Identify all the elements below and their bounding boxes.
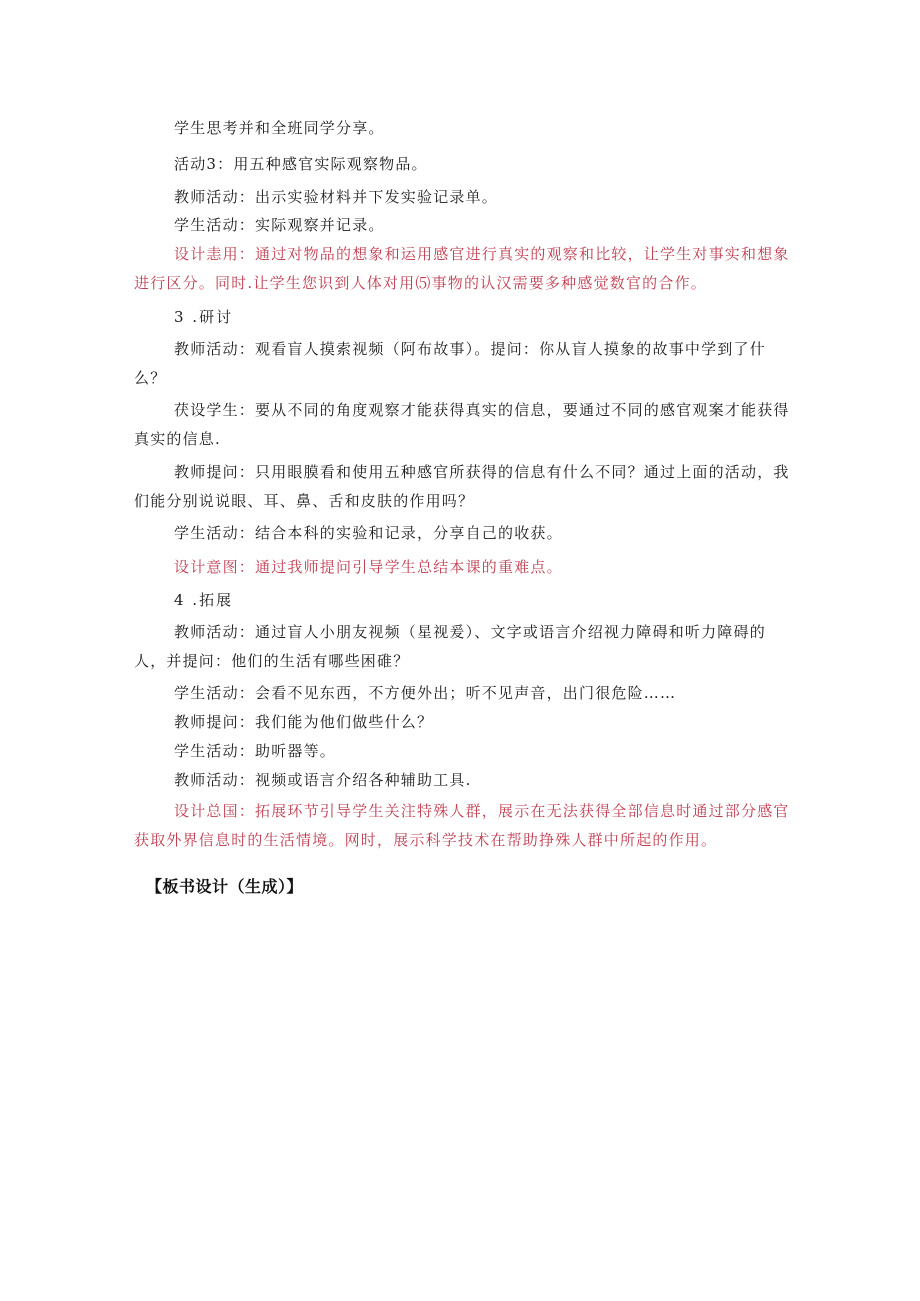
- paragraph-student-share: 学生思考并和全班同学分享。: [174, 119, 385, 137]
- paragraph-teacher-help-question: 教师提问：我们能为他们做些什么？: [174, 713, 434, 731]
- paragraph-teacher-question: 教师提问：只用眼膜看和使用五种感官所获得的信息有什么不同？通过上面的活动，我们能分别说说眼、耳、鼻、舌和皮肤的作用吗？: [134, 463, 790, 510]
- design-note-2: 设计意图：通过我师提问引导学生总结本课的重难点。: [174, 558, 563, 576]
- paragraph-student-summary: 学生活动：结合本科的实验和记录，分享自己的收获。: [174, 524, 563, 542]
- board-design-heading: 【板书设计（生成）】: [146, 877, 304, 896]
- design-note-1: 设计恚用：通过对物品的想象和运用感官进行真实的观察和比较，让学生对事实和想象进行区分。同时.让学生您识到人体对用⑸事物的认汉需要多种感觉数官的合作。: [134, 245, 790, 292]
- paragraph-teacher-tools: 教师活动：视频或语言介绍各种辅助工具.: [174, 771, 472, 789]
- paragraph-activity-3: 活动3：用五种感官实际观察物品。: [174, 155, 428, 173]
- section-heading-discussion: 3 .研讨: [174, 308, 234, 326]
- section-heading-extension: 4 .拓展: [174, 591, 234, 609]
- paragraph-student-difficulties: 学生活动：会看不见东西，不方便外出；听不见声音，出门很危险……: [174, 684, 677, 702]
- paragraph-teacher-activity: 教师活动：出示实验材料并下发实验记录单。: [174, 188, 499, 206]
- paragraph-teacher-video: 教师活动：观看盲人摸索视频（阿布故事）。提问：你从盲人摸象的故事中学到了什么？: [134, 340, 766, 387]
- paragraph-assumed-student: 茯设学生：要从不同的角度观察才能获得真实的信息，要通过不同的感官观案才能获得真实的信息.: [134, 401, 790, 448]
- design-note-3: 设计总国：拓展环节引导学生关注特殊人群，展示在无法获得全部信息时通过部分感官获取外界信息时的生活情境。网时，展示科学技术在帮助挣殊人群中所起的作用。: [134, 802, 790, 849]
- paragraph-teacher-blind-video: 教师活动：通过盲人小朋友视频（星视爰）、文字或语言介绍视力障碍和听力障碍的人，并提问：他们的生活有哪些困碓？: [134, 623, 766, 670]
- paragraph-student-activity: 学生活动：实际观察并记录。: [174, 216, 385, 234]
- paragraph-student-hearing-aid: 学生活动：助听器等。: [174, 742, 337, 760]
